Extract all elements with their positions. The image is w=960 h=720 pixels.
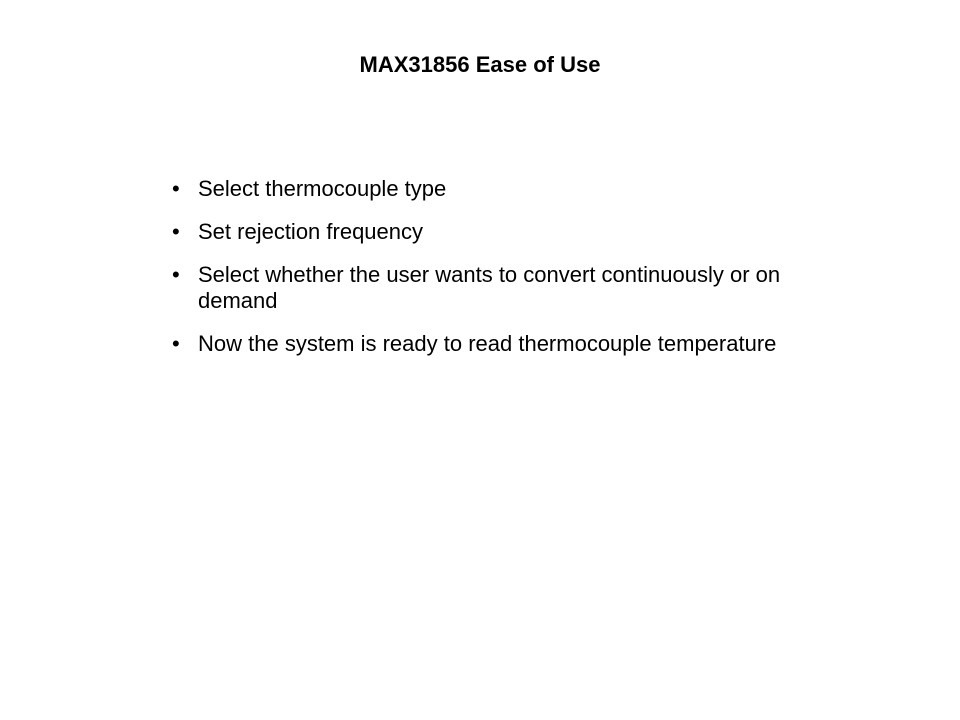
bullet-item [172,262,812,314]
bullet-item [172,219,812,245]
bullet-item [172,331,812,357]
bullet-icon: • [172,176,180,201]
bullet-item [172,176,812,202]
bullet-icon: • [172,219,180,244]
bullet-icon: • [172,262,180,287]
slide-title: MAX31856 Ease of Use [359,52,601,77]
bullet-text: Now the system is ready to read thermocouple temperature [198,331,777,356]
bullet-text: Select thermocouple type [198,176,447,201]
bullet-icon: • [172,331,180,356]
bullet-text: Select whether the user wants to convert continuously or on demand [198,262,781,313]
bullet-list [172,176,812,374]
bullet-text: Set rejection frequency [198,219,424,244]
